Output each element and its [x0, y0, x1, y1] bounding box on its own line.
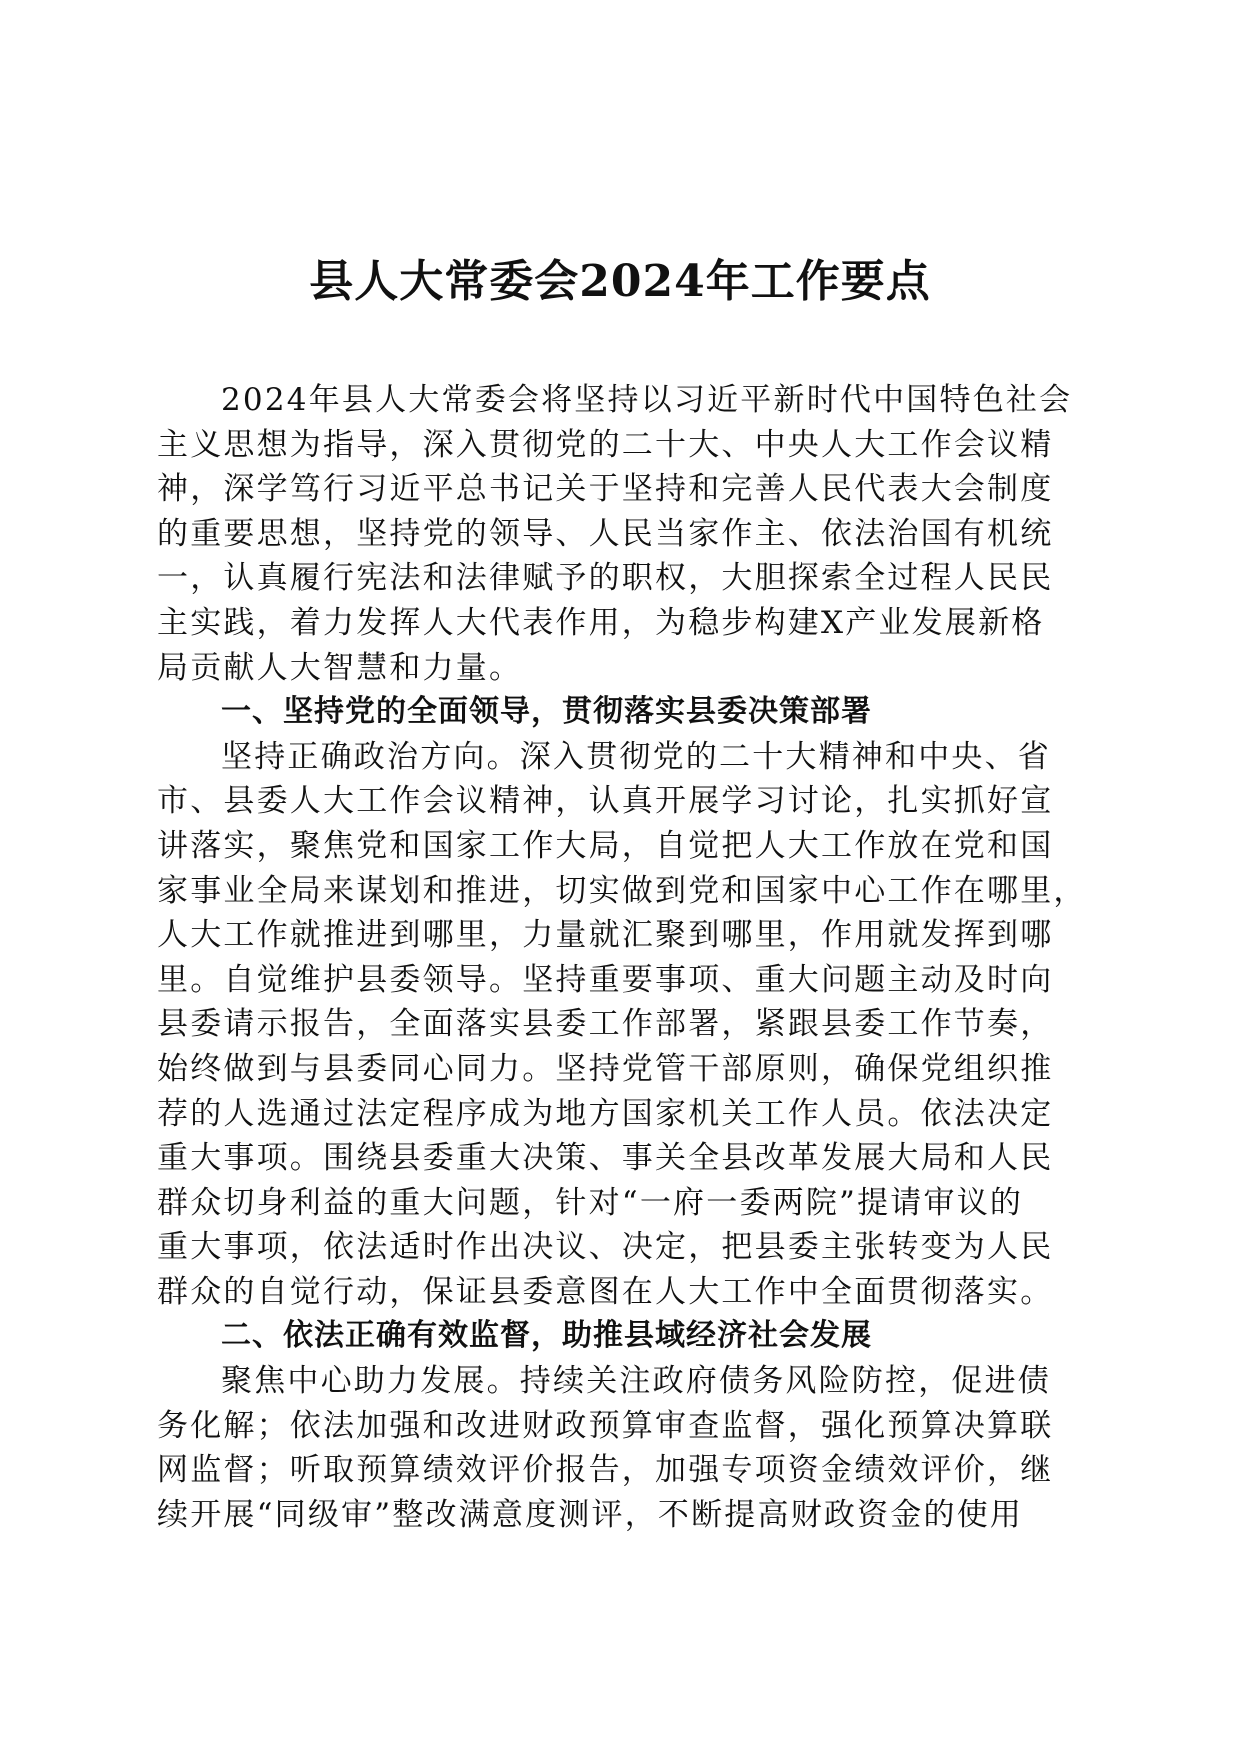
document-body: [157, 378, 1087, 1537]
section-heading-2: 二、依法正确有效监督，助推县域经济社会发展: [221, 1318, 872, 1354]
paragraph-line: 续开展“同级审”整改满意度测评，不断提高财政资金的使用: [157, 1496, 1024, 1533]
paragraph-line: 家事业全局来谋划和推进，切实做到党和国家中心工作在哪里，: [157, 872, 1087, 909]
paragraph-line: 荐的人选通过法定程序成为地方国家机关工作人员。依法决定: [157, 1095, 1054, 1132]
paragraph-line: 重大事项，依法适时作出决议、决定，把县委主张转变为人民: [157, 1229, 1054, 1266]
paragraph-line: 里。自觉维护县委领导。坚持重要事项、重大问题主动及时向: [157, 961, 1054, 998]
document-title: 县人大常委会2024年工作要点: [309, 256, 931, 307]
paragraph-line: 市、县委人大工作会议精神，认真开展学习讨论，扎实抓好宣: [157, 783, 1054, 820]
paragraph-line: 聚焦中心助力发展。持续关注政府债务风险防控，促进债: [221, 1363, 1051, 1400]
paragraph-line: 神，深学笃行习近平总书记关于坚持和完善人民代表大会制度: [157, 471, 1054, 508]
paragraph-line: 群众的自觉行动，保证县委意图在人大工作中全面贯彻落实。: [157, 1273, 1054, 1310]
paragraph-line: 人大工作就推进到哪里，力量就汇聚到哪里，作用就发挥到哪: [157, 917, 1054, 954]
paragraph-line: 坚持正确政治方向。深入贯彻党的二十大精神和中央、省: [221, 738, 1051, 775]
paragraph-line: 网监督；听取预算绩效评价报告，加强专项资金绩效评价，继: [157, 1452, 1054, 1489]
paragraph-line: 主义思想为指导，深入贯彻党的二十大、中央人大工作会议精: [157, 426, 1054, 463]
paragraph-line: 县委请示报告，全面落实县委工作部署，紧跟县委工作节奏，: [157, 1006, 1054, 1043]
paragraph-line: 始终做到与县委同心同力。坚持党管干部原则，确保党组织推: [157, 1050, 1054, 1087]
paragraph-line: 一，认真履行宪法和法律赋予的职权，大胆探索全过程人民民: [157, 560, 1054, 597]
paragraph-line: 务化解；依法加强和改进财政预算审查监督，强化预算决算联: [157, 1407, 1054, 1444]
paragraph-line: 2024年县人大常委会将坚持以习近平新时代中国特色社会: [221, 382, 1073, 418]
paragraph-line: 讲落实，聚焦党和国家工作大局，自觉把人大工作放在党和国: [157, 827, 1054, 864]
paragraph-line: 群众切身利益的重大问题，针对“一府一委两院”提请审议的: [157, 1184, 1024, 1221]
paragraph-line: 重大事项。围绕县委重大决策、事关全县改革发展大局和人民: [157, 1140, 1054, 1177]
section-heading-1: 一、坚持党的全面领导，贯彻落实县委决策部署: [221, 694, 872, 730]
paragraph-line: 主实践，着力发挥人大代表作用，为稳步构建X产业发展新格: [157, 604, 1045, 641]
paragraph-line: 局贡献人大智慧和力量。: [157, 649, 523, 686]
paragraph-line: 的重要思想，坚持党的领导、人民当家作主、依法治国有机统: [157, 515, 1054, 552]
